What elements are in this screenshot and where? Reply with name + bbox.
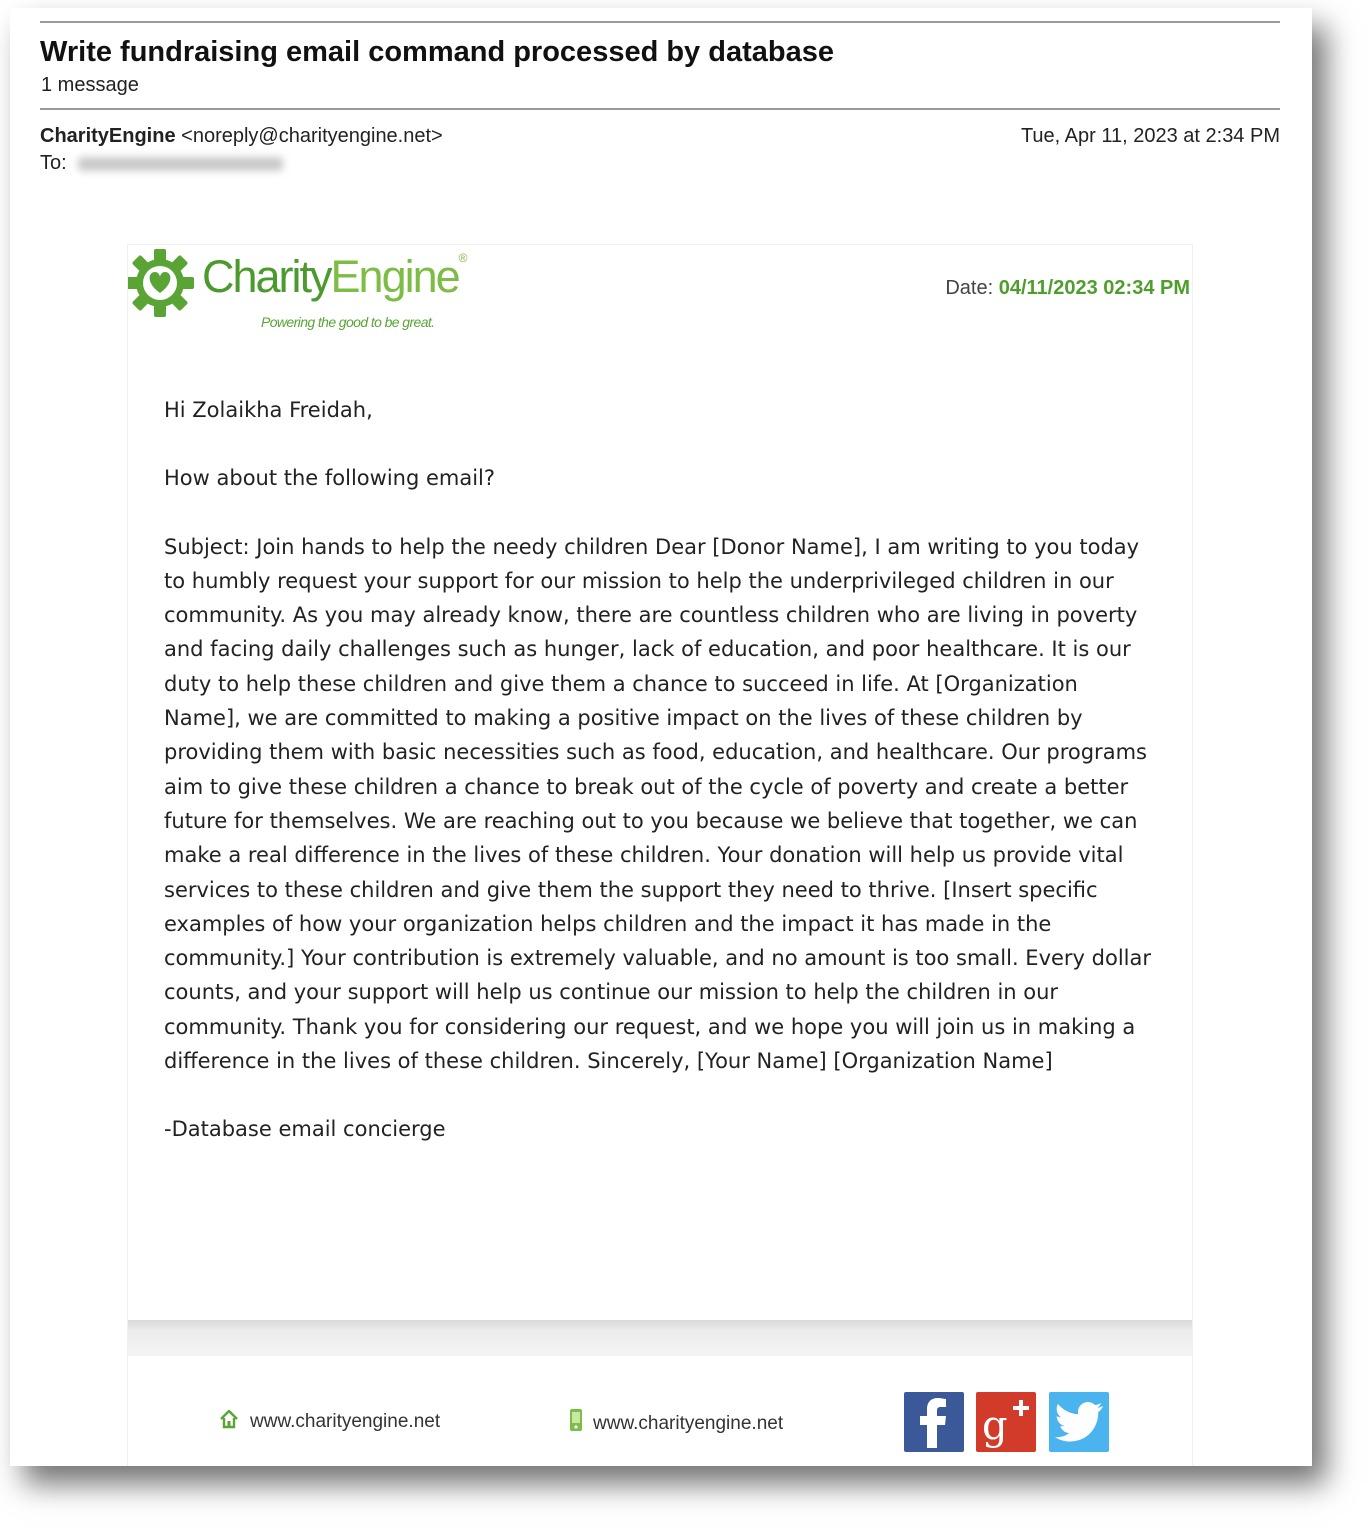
- from-line: [40, 125, 443, 148]
- sender-name[interactable]: CharityEngine: [40, 125, 176, 147]
- facebook-icon[interactable]: [904, 1392, 964, 1452]
- card-date-label: Date:: [945, 277, 994, 299]
- footer-divider-band: [128, 1320, 1192, 1356]
- redacted-recipient: [78, 157, 283, 171]
- intro-line: How about the following email?: [164, 466, 496, 491]
- email-subject-title: Write fundraising email command processed by database: [40, 36, 834, 68]
- twitter-icon[interactable]: [1049, 1392, 1109, 1452]
- message-count: 1 message: [41, 74, 139, 96]
- google-plus-icon[interactable]: [976, 1392, 1036, 1452]
- logo-wordmark: [202, 251, 468, 303]
- website-link-text[interactable]: www.charityengine.net: [250, 1411, 441, 1432]
- email-print-page: [10, 8, 1312, 1466]
- to-line: [40, 152, 283, 175]
- logo-word-engine: Engine: [330, 251, 459, 302]
- signature: -Database email concierge: [164, 1117, 446, 1142]
- home-icon: [218, 1408, 240, 1436]
- generated-email-text: Subject: Join hands to help the needy children Dear [Donor Name], I am writing to you today to humbly request your support for our mission to help the underprivileged children in our community. As you may already know, there are countless children who are living in poverty and facing daily challenges such as hunger, lack of education, and poor healthcare. It is our duty to help these children and give them a chance to succeed in life. At [Organization Name], we are committed to making a positive impact on the lives of these children by providing them with basic necessities such as food, education, and healthcare. Our programs aim to give these children a chance to break out of the cycle of poverty and create a better future for themselves. We are reaching out to you because we believe that together, we can make a real difference in the lives of these children. Your donation will help us provide vital services to these children and give them the support they need to thrive. [Insert specific examples of how your organization helps children and the impact it has made in the community.] Your contribution is extremely valuable, and no amount is too small. Every dollar counts, and your support will help us continue our mission to help the children in our community. Thank you for considering our request, and we hope you will join us in making a difference in the lives of these children. Sincerely, [Your Name] [Organization Name]: [164, 534, 1151, 1074]
- gear-heart-icon: [128, 245, 198, 325]
- sent-date: Tue, Apr 11, 2023 at 2:34 PM: [1020, 125, 1280, 147]
- charityengine-logo[interactable]: [128, 245, 488, 345]
- greeting: Hi Zolaikha Freidah,: [164, 398, 373, 422]
- svg-text:g: g: [982, 1403, 1008, 1449]
- registered-mark: ®: [458, 251, 468, 265]
- card-date: [945, 277, 1190, 300]
- mobile-link-text[interactable]: www.charityengine.net: [593, 1413, 784, 1434]
- message-body: [164, 393, 1154, 1181]
- card-date-value: 04/11/2023 02:34 PM: [998, 277, 1190, 299]
- header-divider: [40, 108, 1280, 110]
- logo-tagline: Powering the good to be great.: [261, 314, 435, 330]
- logo-word-charity: Charity: [202, 251, 331, 302]
- to-label: To:: [40, 152, 67, 174]
- website-link[interactable]: [218, 1408, 440, 1436]
- email-footer: [128, 1356, 1192, 1466]
- mobile-link[interactable]: [569, 1408, 783, 1438]
- email-card: [127, 244, 1193, 1466]
- sender-email[interactable]: <noreply@charityengine.net>: [181, 125, 443, 147]
- mobile-phone-icon: [569, 1408, 583, 1438]
- top-divider: [40, 21, 1280, 23]
